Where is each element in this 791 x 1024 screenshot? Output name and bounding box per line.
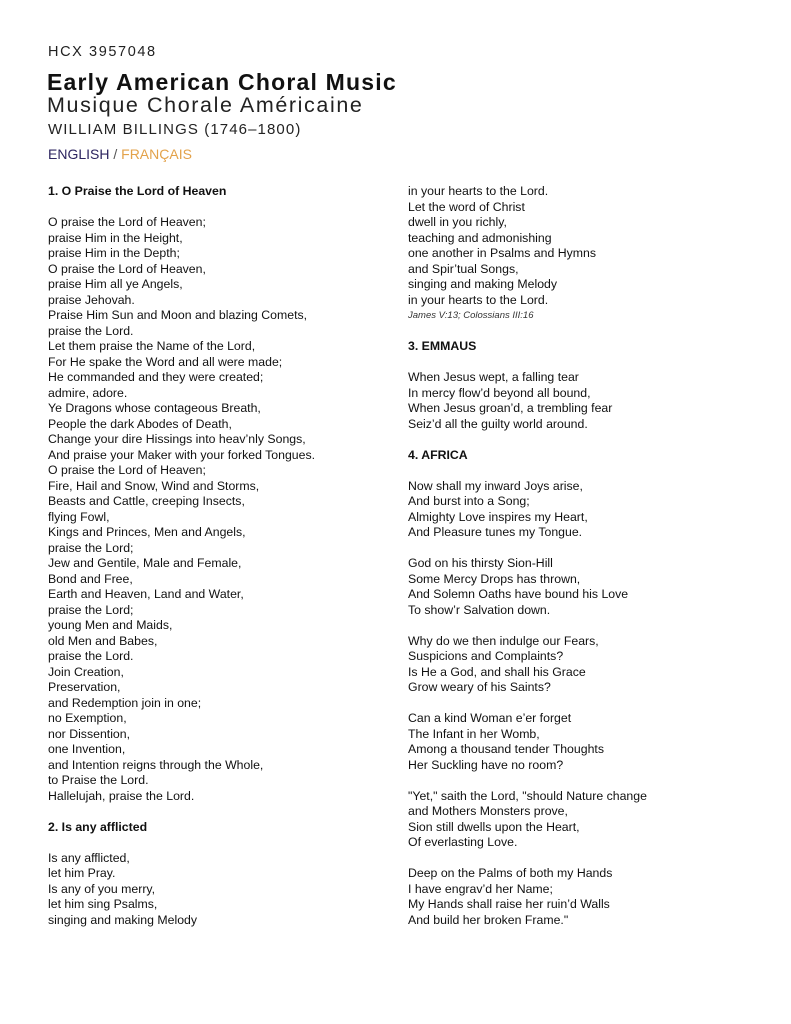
lyric-line: And burst into a Song; [408,494,530,508]
lyric-line: no Exemption, [48,711,127,725]
lyrics-column-right [408,184,748,928]
lyric-line: Fire, Hail and Snow, Wind and Storms, [48,478,260,493]
francais-link[interactable]: FRANÇAIS [121,146,192,162]
album-title-english: Early American Choral Music [47,69,397,95]
lyric-line: Hallelujah, praise the Lord. [48,788,195,803]
lyric-line: Ye Dragons whose contageous Breath, [48,401,261,415]
lyric-line: let him sing Psalms, [48,897,158,911]
lyric-line: praise Him in the Height, [48,230,183,245]
lyric-line: I have engrav’d her Name; [408,881,553,896]
stanza-gap [408,618,748,634]
lyric-line: praise Him in the Depth; [48,246,180,260]
lyric-line: Is any of you merry, [48,881,156,896]
lyric-line: praise the Lord; [48,540,134,555]
lyric-line: singing and making Melody [48,912,198,927]
stanza-gap [408,463,748,479]
lyric-line: Grow weary of his Saints? [408,680,551,694]
lyric-line: praise the Lord. [48,649,134,663]
lyric-line: Sion still dwells upon the Heart, [408,819,580,834]
lyrics-column-left [48,184,388,928]
lyric-line: dwell in you richly, [408,215,507,229]
lyric-line: singing and making Melody [408,277,558,291]
stanza-gap [48,200,388,216]
lyric-line: Is any afflicted, [48,850,130,865]
lyric-line: and Mothers Monsters prove, [408,804,568,818]
lyric-line: When Jesus wept, a falling tear [408,370,579,384]
lyric-line: praise Jehovah. [48,292,135,307]
lyric-line: Let them praise the Name of the Lord, [48,339,256,353]
language-nav [48,146,192,162]
lyric-line: and Spir’tual Songs, [408,261,519,276]
lyric-line: flying Fowl, [48,509,110,524]
lyric-line: And praise your Maker with your forked Tongues. [48,447,316,462]
stanza-gap [48,835,388,851]
lyric-line: old Men and Babes, [48,633,158,648]
lyric-line: Kings and Princes, Men and Angels, [48,525,246,539]
lyric-line: O praise the Lord of Heaven; [48,215,206,229]
lyric-line: Earth and Heaven, Land and Water, [48,587,244,601]
language-separator: / [113,146,118,162]
lyric-line: And build her broken Frame." [408,912,569,927]
stanza-gap [408,851,748,867]
lyric-line: Beasts and Cattle, creeping Insects, [48,494,245,508]
lyric-line: teaching and admonishing [408,230,552,245]
song-heading: 3. EMMAUS [408,339,477,353]
lyric-line: Is He a God, and shall his Grace [408,664,586,679]
lyric-line: Praise Him Sun and Moon and blazing Comets, [48,308,308,322]
lyric-line: "Yet," saith the Lord, "should Nature change [408,788,647,803]
stanza-gap [408,355,748,371]
song-heading: 4. AFRICA [408,447,468,462]
lyric-line: Bond and Free, [48,571,133,586]
lyric-line: young Men and Maids, [48,618,173,632]
lyric-line: And Solemn Oaths have bound his Love [408,587,629,601]
lyric-line: Let the word of Christ [408,199,525,214]
song-heading: 1. O Praise the Lord of Heaven [48,184,227,198]
lyric-line: Her Suckling have no room? [408,757,564,772]
lyric-line: Why do we then indulge our Fears, [408,633,599,648]
english-link[interactable]: ENGLISH [48,146,110,162]
stanza-gap [48,804,388,820]
composer-name: WILLIAM BILLINGS (1746–1800) [48,121,302,138]
lyric-line: let him Pray. [48,866,116,880]
lyric-line: Now shall my inward Joys arise, [408,478,583,493]
lyric-line: O praise the Lord of Heaven; [48,463,206,477]
lyric-line: The Infant in her Womb, [408,726,540,741]
lyric-line: God on his thirsty Sion-Hill [408,556,553,570]
lyric-line: in your hearts to the Lord. [408,184,549,198]
stanza-gap [408,773,748,789]
lyric-line: in your hearts to the Lord. [408,292,549,307]
lyric-line: Change your dire Hissings into heav’nly Songs, [48,432,306,446]
lyric-line: praise the Lord. [48,323,134,338]
lyric-line: To show’r Salvation down. [408,602,551,617]
lyric-line: Seiz’d all the guilty world around. [408,416,588,431]
lyric-line: admire, adore. [48,385,128,400]
lyric-line: Some Mercy Drops has thrown, [408,571,581,586]
lyric-line: Deep on the Palms of both my Hands [408,866,613,880]
lyric-line: Join Creation, [48,664,124,679]
stanza-gap [408,432,748,448]
lyric-line: Can a kind Woman e’er forget [408,711,572,725]
lyric-line: Among a thousand tender Thoughts [408,742,604,756]
lyric-line: one another in Psalms and Hymns [408,246,596,260]
lyric-line: one Invention, [48,742,126,756]
lyric-line: Preservation, [48,680,121,694]
lyric-line: My Hands shall raise her ruin’d Walls [408,897,610,911]
lyric-line: Jew and Gentile, Male and Female, [48,556,242,570]
stanza-gap [408,696,748,712]
scripture-reference: James V:13; Colossians III:16 [408,310,534,321]
lyric-line: praise the Lord; [48,602,134,617]
lyric-line: and Redemption join in one; [48,695,202,710]
lyric-line: Of everlasting Love. [408,835,518,849]
lyric-line: nor Dissention, [48,726,131,741]
lyric-line: And Pleasure tunes my Tongue. [408,525,583,539]
catalog-number: HCX 3957048 [48,44,157,60]
lyric-line: and Intention reigns through the Whole, [48,757,264,772]
lyric-line: People the dark Abodes of Death, [48,416,232,431]
stanza-gap [408,541,748,557]
lyric-line: When Jesus groan’d, a trembling fear [408,401,613,415]
stanza-gap [408,324,748,340]
album-title-french: Musique Chorale Américaine [47,93,364,117]
lyric-line: O praise the Lord of Heaven, [48,261,206,276]
lyric-line: Suspicions and Complaints? [408,649,564,663]
lyric-line: He commanded and they were created; [48,370,264,384]
lyric-line: to Praise the Lord. [48,773,149,787]
song-heading: 2. Is any afflicted [48,819,148,834]
lyric-line: In mercy flow’d beyond all bound, [408,385,591,400]
lyric-line: praise Him all ye Angels, [48,277,183,291]
lyric-line: For He spake the Word and all were made; [48,354,283,369]
lyric-line: Almighty Love inspires my Heart, [408,509,588,524]
